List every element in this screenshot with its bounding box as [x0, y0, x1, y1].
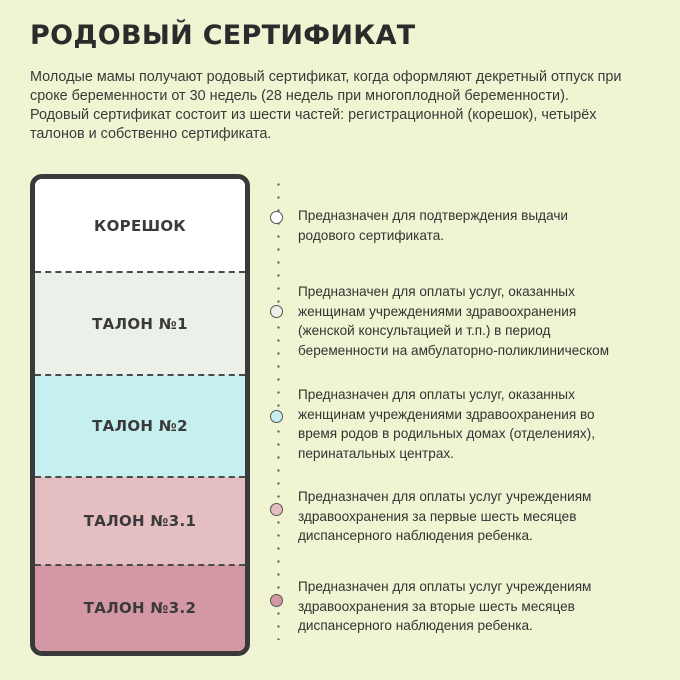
description-line: диспансерного наблюдения ребенка. [298, 618, 533, 633]
perforation-line [35, 271, 245, 273]
intro-line: талонов и собственно сертификата. [30, 126, 272, 142]
description-talon-3-2 [298, 577, 668, 636]
section-koreshok [35, 179, 245, 272]
description-line: родового сертификата. [298, 227, 445, 243]
certificate-diagram [30, 174, 250, 656]
description-talon-1 [298, 282, 668, 360]
description-line: Предназначен для оплаты услуг, оказанных [298, 387, 575, 402]
description-talon-2 [298, 385, 668, 463]
timeline-marker [270, 594, 283, 607]
description-line: перинатальных центрах. [298, 445, 454, 461]
description-line: (женской консультацией и т.п.) в период [298, 323, 551, 338]
description-line: Предназначен для оплаты услуг, оказанных [298, 284, 575, 299]
description-line: здравоохранения за вторые шесть месяцев [298, 598, 575, 614]
description-line: Предназначен для оплаты услуг учреждениям [298, 489, 592, 504]
description-line: Предназначен для оплаты услуг учреждениям [298, 579, 592, 594]
intro-line: Молодые мамы получают родовый сертификат, когда оформляют декретный отпуск при [30, 69, 622, 85]
page-title: РОДОВЫЙ СЕРТИФИКАТ [30, 20, 416, 51]
section-talon-2 [35, 375, 245, 477]
description-line: женщинам учреждениями здравоохранения [298, 303, 577, 319]
timeline-marker [270, 503, 283, 516]
description-talon-3-1 [298, 487, 668, 546]
timeline-marker [270, 305, 283, 318]
section-talon-3-1 [35, 477, 245, 565]
section-label: ТАЛОН №1 [92, 314, 188, 333]
description-line: беременности на амбулаторно-поликлиническом [298, 342, 610, 358]
description-line: время родов в родильных домах (отделениях), [298, 426, 595, 441]
description-line: Предназначен для подтверждения выдачи [298, 208, 569, 223]
intro-text [30, 68, 650, 144]
timeline-marker [270, 211, 283, 224]
intro-line: Родовый сертификат состоит из шести частей: регистрационной (корешок), четырёх [30, 107, 597, 123]
perforation-line [35, 476, 245, 478]
perforation-line [35, 374, 245, 376]
intro-line: сроке беременности от 30 недель (28 недель при многоплодной беременности). [30, 88, 569, 104]
perforation-line [35, 564, 245, 566]
section-label: ТАЛОН №3.2 [83, 599, 197, 617]
section-talon-3-2 [35, 565, 245, 651]
section-label: ТАЛОН №2 [92, 417, 188, 435]
dotted-timeline [277, 178, 280, 640]
description-koreshok [298, 206, 668, 245]
description-line: здравоохранения за первые шесть месяцев [298, 508, 577, 524]
section-label: КОРЕШОК [94, 216, 186, 235]
description-line: диспансерного наблюдения ребенка. [298, 528, 533, 543]
timeline-marker [270, 410, 283, 423]
description-line: женщинам учреждениями здравоохранения во [298, 406, 595, 422]
section-label: ТАЛОН №3.1 [83, 512, 197, 530]
section-talon-1 [35, 272, 245, 375]
